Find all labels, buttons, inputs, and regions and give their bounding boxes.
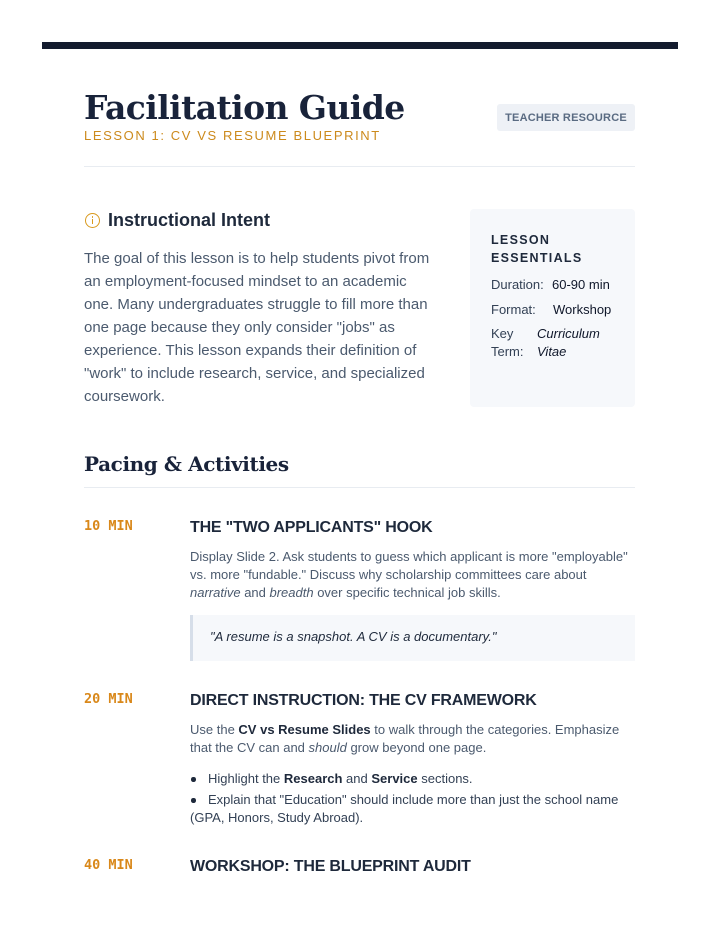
page-title: Facilitation Guide (84, 88, 405, 127)
activity-title: WORKSHOP: THE BLUEPRINT AUDIT (190, 858, 471, 875)
key-term-label-line1: Key (491, 326, 514, 341)
intent-heading: Instructional Intent (108, 210, 270, 230)
activity-time: 20 MIN (84, 691, 133, 707)
key-term-value-line1: Curriculum (537, 326, 600, 341)
header-divider (84, 166, 635, 167)
list-item: Highlight the Research and Service sections. (190, 770, 630, 788)
info-circle-icon (85, 213, 100, 228)
key-term-label-line2: Term: (491, 344, 524, 359)
top-accent-bar (42, 42, 678, 49)
duration-value: 60-90 min (552, 277, 610, 292)
lesson-subtitle: LESSON 1: CV VS RESUME BLUEPRINT (84, 128, 381, 143)
format-value: Workshop (553, 302, 612, 317)
activity-title: THE "TWO APPLICANTS" HOOK (190, 519, 433, 536)
activity-time: 40 MIN (84, 857, 133, 873)
list-item: Explain that "Education" should include more than just the school name (GPA, Honors, Study Abroad). (190, 791, 630, 827)
pacing-heading: Pacing & Activities (84, 452, 289, 476)
activity-bullet-list (190, 770, 630, 830)
essentials-title: LESSON ESSENTIALS (491, 233, 583, 265)
intent-body: The goal of this lesson is to help students pivot from an employment-focused mindset to an academic one. Many undergraduates struggle to fill more than one page because they only consider "jobs" as experience. This lesson expands their definition of "work" to include research, service, and specialized coursework. (84, 250, 430, 405)
quote-callout (190, 615, 635, 661)
pacing-divider (84, 487, 635, 488)
duration-label: Duration: (491, 277, 544, 292)
activity-description: Display Slide 2. Ask students to guess which applicant is more "employable" vs. more "fundable." Discuss why scholarship committees care about narrative and breadth over specific technical job skills. (190, 549, 628, 600)
activity-description: Use the CV vs Resume Slides to walk through the categories. Emphasize that the CV can and should grow beyond one page. (190, 722, 620, 755)
activity-time: 10 MIN (84, 518, 133, 534)
format-label: Format: (491, 302, 536, 317)
teacher-resource-badge: TEACHER RESOURCE (497, 104, 635, 131)
quote-text: "A resume is a snapshot. A CV is a documentary." (210, 629, 497, 644)
key-term-value-line2: Vitae (537, 344, 567, 359)
activity-title: DIRECT INSTRUCTION: THE CV FRAMEWORK (190, 692, 537, 709)
